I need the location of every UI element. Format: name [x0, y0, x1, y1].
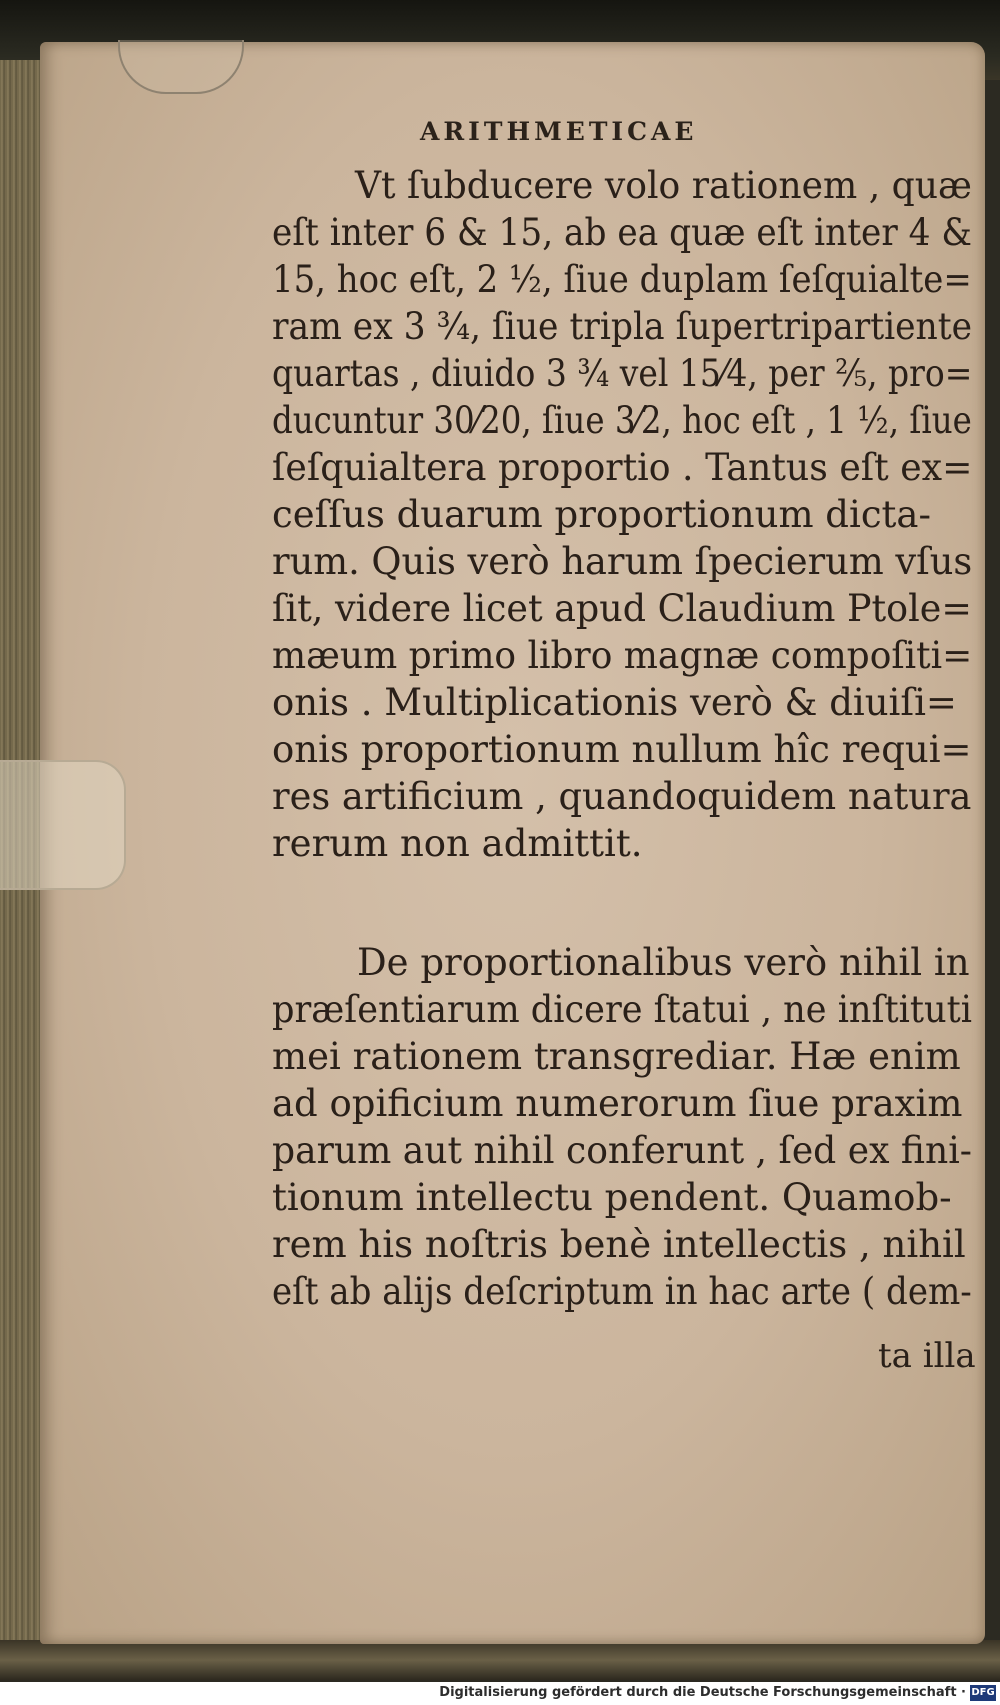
text-line: res artificium , quandoquidem natura — [272, 775, 972, 818]
text-line: ſit, videre licet apud Claudium Ptole= — [272, 587, 972, 630]
text-line: ceſſus duarum proportionum dicta- — [272, 493, 931, 536]
text-line: parum aut nihil conferunt , ſed ex fini- — [272, 1129, 972, 1172]
text-line: 15, hoc eſt, 2 ½, ſiue duplam ſeſquialte= — [272, 258, 972, 301]
text-line: ram ex 3 ¾, ſiue tripla ſupertripartiente — [272, 305, 973, 348]
text-line: eſt inter 6 & 15, ab ea quæ eſt inter 4 & — [272, 211, 973, 254]
text-line: rum. Quis verò harum ſpecierum vſus — [272, 540, 973, 583]
text-line: ducuntur 30⁄20, ſiue 3⁄2, hoc eſt , 1 ½, ſiue — [272, 399, 972, 442]
running-head: ARITHMETICAE — [420, 117, 698, 146]
text-block — [272, 162, 972, 1315]
footer-bar — [0, 1682, 1000, 1705]
text-line: eſt ab alijs deſcriptum in hac arte ( dem- — [272, 1270, 972, 1313]
text-line: rerum non admittit. — [272, 822, 643, 865]
text-line: onis proportionum nullum hîc requi= — [272, 728, 972, 771]
paragraph-1 — [272, 162, 972, 867]
paragraph-2 — [272, 939, 972, 1315]
text-line: rem his noſtris benè intellectis , nihil — [272, 1223, 966, 1266]
catchword: ta illa — [878, 1336, 976, 1376]
text-line: præſentiarum dicere ſtatui , ne inſtituti — [272, 988, 972, 1031]
text-line: mæum primo libro magnæ compoſiti= — [272, 634, 973, 677]
book-bottom-edge — [0, 1640, 1000, 1680]
footer-credit: Digitalisierung gefördert durch die Deutsche Forschungsgemeinschaft · — [439, 1685, 966, 1700]
text-line: ad opificium numerorum ſiue praxim — [272, 1082, 963, 1125]
text-line: tionum intellectu pendent. Quamob- — [272, 1176, 952, 1219]
left-clip-icon — [0, 760, 126, 890]
text-line: onis . Multiplicationis verò & diuiſi= — [272, 681, 957, 724]
text-line: mei rationem transgrediar. Hæ enim — [272, 1035, 961, 1078]
text-line: quartas , diuido 3 ¾ vel 15⁄4, per ⅖, pro= — [272, 352, 973, 395]
text-line: ſeſquialtera proportio . Tantus eſt ex= — [272, 446, 973, 489]
dfg-logo-icon: DFG — [970, 1685, 996, 1701]
paragraph-gap — [272, 867, 972, 939]
text-line: Vt ſubducere volo rationem , quæ — [354, 164, 972, 207]
text-line: De proportionalibus verò nihil in — [357, 941, 970, 984]
